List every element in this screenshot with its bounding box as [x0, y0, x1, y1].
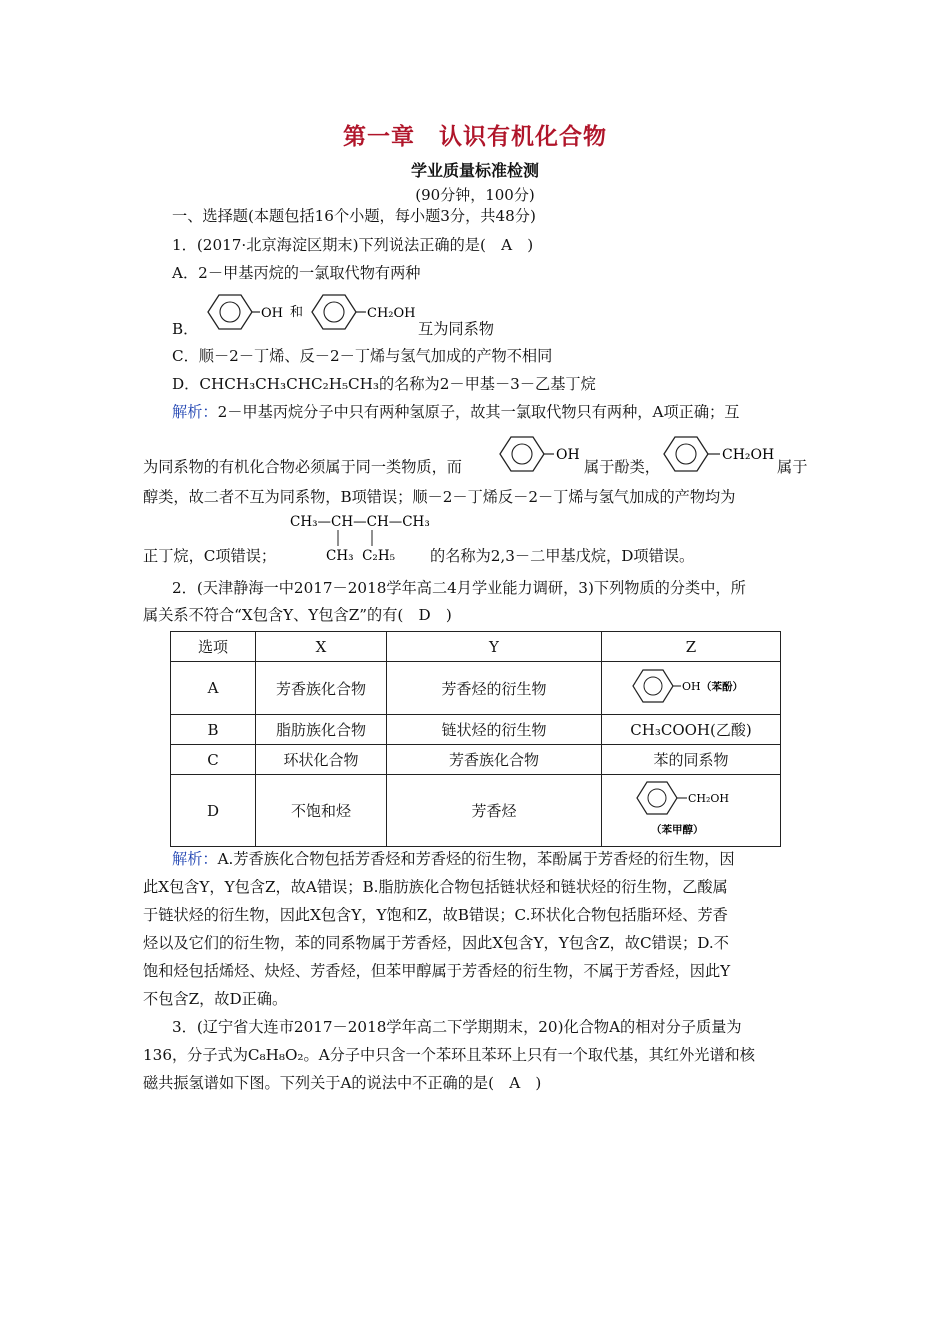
q2-analysis-line-1 — [172, 846, 735, 872]
pentane-structure-icon — [288, 512, 438, 568]
q3-stem-3: 磁共振氢谱如下图。下列关于A的说法中不正确的是( A ) — [143, 1074, 542, 1092]
table-header-row — [171, 632, 781, 662]
header-x: X — [256, 632, 387, 662]
row-d-z-ch2oh: CH₂OH — [688, 791, 730, 805]
q2-analysis-line-3: 于链状烃的衍生物，因此X包含Y，Y饱和Z，故B错误；C.环状化合物包括脂环烃、芳香 — [143, 906, 728, 924]
row-a-z — [602, 662, 781, 715]
row-a-x: 芳香族化合物 — [256, 662, 387, 715]
benzyl-alcohol-structure-icon — [312, 295, 416, 329]
struct-substituents: CH₃ C₂H₅ — [326, 548, 396, 564]
exam-meta: (90分钟，100分) — [415, 186, 535, 204]
row-a-z-oh: OH — [682, 680, 701, 693]
q1-analysis-line-2c: 属于 — [777, 458, 808, 476]
q1-option-c: C．顺－2－丁烯、反－2－丁烯与氢气加成的产物不相同 — [172, 347, 553, 365]
q1-analysis-line-1 — [172, 399, 739, 425]
analysis-label: 解析： — [172, 403, 218, 421]
header-option: 选项 — [171, 632, 256, 662]
row-a-y: 芳香烃的衍生物 — [387, 662, 602, 715]
phenol-structure-icon — [208, 295, 283, 329]
row-b-z: CH₃COOH(乙酸) — [602, 715, 781, 745]
q1-stem: 1．(2017·北京海淀区期末)下列说法正确的是( A ) — [172, 236, 534, 254]
section-heading: 一、选择题(本题包括16个小题，每小题3分，共48分) — [172, 207, 536, 225]
row-b-option: B — [171, 715, 256, 745]
q2-analysis-line-5: 饱和烃包括烯烃、炔烃、芳香烃，但苯甲醇属于芳香烃的衍生物，不属于芳香烃，因此Y — [143, 962, 731, 980]
row-d-x: 不饱和烃 — [256, 775, 387, 847]
row-c-z: 苯的同系物 — [602, 745, 781, 775]
row-d-option: D — [171, 775, 256, 847]
row-d-z — [602, 775, 781, 847]
q1-analysis-line-4b: 的名称为2,3－二甲基戊烷，D项错误。 — [430, 547, 695, 565]
q2-analysis-line-6: 不包含Z，故D正确。 — [143, 990, 288, 1008]
q1-analysis-line-3: 醇类，故二者不互为同系物，B项错误；顺－2－丁烯反－2－丁烯与氢气加成的产物均为 — [143, 488, 736, 506]
page-subtitle: 学业质量标准检测 — [410, 161, 539, 180]
q1-option-b-text: 互为同系物 — [418, 320, 494, 338]
q1-option-d: D．CHCH₃CH₃CHC₂H₅CH₃的名称为2－甲基－3－乙基丁烷 — [172, 375, 596, 393]
q2-stem-1: 2．(天津静海一中2017－2018学年高二4月学业能力调研，3)下列物质的分类中，所 — [172, 579, 746, 597]
row-c-x: 环状化合物 — [256, 745, 387, 775]
q3-stem-1: 3．(辽宁省大连市2017－2018学年高二下学期期末，20)化合物A的相对分子质量为 — [172, 1018, 742, 1036]
row-d-y: 芳香烃 — [387, 775, 602, 847]
header-y: Y — [387, 632, 602, 662]
row-c-option: C — [171, 745, 256, 775]
q1-b-oh-label: OH — [261, 306, 283, 321]
q2-analysis-line-2: 此X包含Y，Y包含Z，故A错误；B.脂肪族化合物包括链状烃和链状烃的衍生物，乙酸属 — [143, 878, 728, 896]
q2-analysis-line-4: 烃以及它们的衍生物，苯的同系物属于芳香烃，因此X包含Y，Y包含Z，故C错误；D.不 — [143, 934, 729, 952]
header-z: Z — [602, 632, 781, 662]
analysis-label: 解析： — [172, 850, 218, 868]
q1-analysis-line-2a: 为同系物的有机化合物必须属于同一类物质，而 — [143, 458, 462, 476]
phenol-table-structure-icon — [627, 663, 755, 709]
table-row — [171, 775, 781, 847]
q1-analysis-line-4a: 正丁烷，C项错误； — [143, 547, 277, 565]
row-c-y: 芳香族化合物 — [387, 745, 602, 775]
table-row — [171, 745, 781, 775]
q2-analysis-text-1: A.芳香族化合物包括芳香烃和芳香烃的衍生物，苯酚属于芳香烃的衍生物，因 — [217, 850, 735, 868]
benzyl-alcohol-table-structure-icon — [631, 777, 751, 841]
q1-b-and: 和 — [290, 305, 304, 320]
struct-main-chain: CH₃—CH—CH—CH₃ — [290, 514, 430, 530]
table-row — [171, 662, 781, 715]
row-b-x: 脂肪族化合物 — [256, 715, 387, 745]
benzyl-inline-ch2oh: CH₂OH — [722, 447, 775, 463]
q1-b-ch2oh-label: CH₂OH — [367, 306, 416, 321]
phenol-inline-oh: OH — [556, 447, 580, 463]
chapter-title: 第一章 认识有机化合物 — [343, 124, 607, 150]
classification-table — [170, 631, 781, 847]
q3-stem-2: 136，分子式为C₈H₈O₂。A分子中只含一个苯环且苯环上只有一个取代基，其红外光谱和核 — [143, 1046, 755, 1064]
row-d-z-note: （苯甲醇） — [651, 823, 704, 836]
row-a-option: A — [171, 662, 256, 715]
benzyl-alcohol-inline-structure-icon — [660, 430, 780, 478]
row-b-y: 链状烃的衍生物 — [387, 715, 602, 745]
q1-option-b-label: B． — [172, 320, 199, 338]
table-row — [171, 715, 781, 745]
q1-analysis-text-1: 2－甲基丙烷分子中只有两种氢原子，故其一氯取代物只有两种，A项正确；互 — [217, 403, 740, 421]
q1-option-a: A．2－甲基丙烷的一氯取代物有两种 — [172, 264, 421, 282]
q1-analysis-line-2b: 属于酚类， — [584, 458, 660, 476]
row-a-z-note: （苯酚） — [701, 681, 743, 693]
phenol-inline-structure-icon — [496, 430, 592, 478]
q2-stem-2: 属关系不符合“X包含Y、Y包含Z”的有( D ) — [143, 606, 452, 624]
